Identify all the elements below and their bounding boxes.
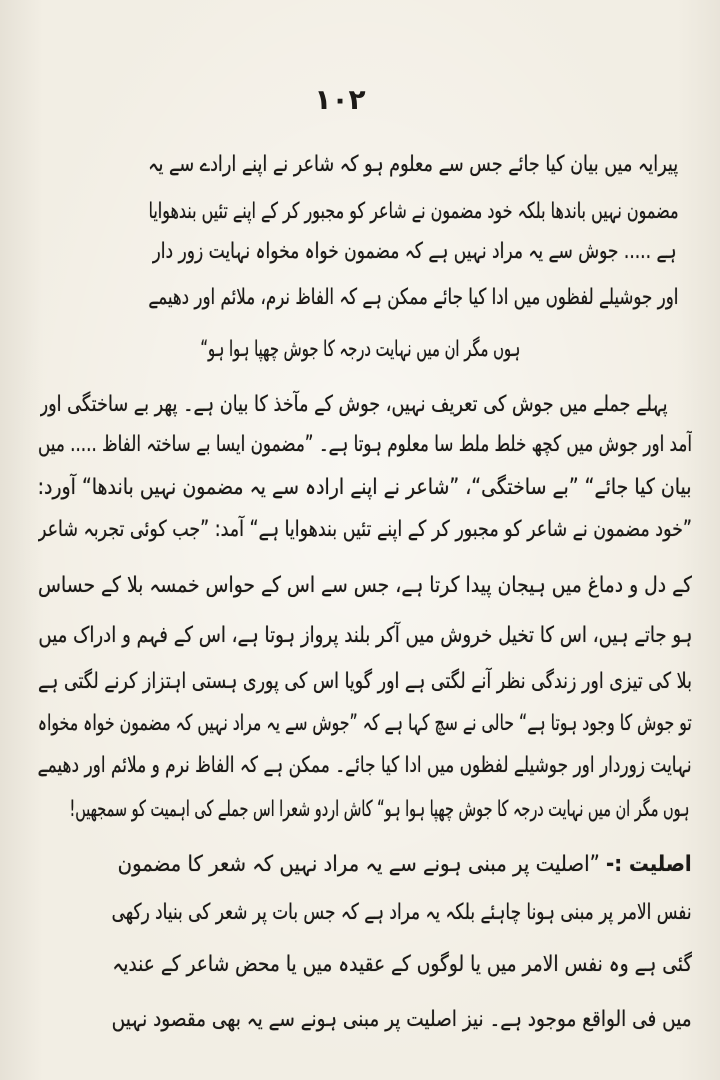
quote-line xyxy=(148,276,678,320)
text-line-content: پہلے جملے میں جوش کی تعریف نہیں، جوش کے مآخذ کا بیان ہے۔ پھر بے ساختگی اور xyxy=(40,392,668,417)
text-line xyxy=(38,466,692,510)
text-line xyxy=(38,614,692,658)
section-heading: اصلیت :- xyxy=(606,852,692,877)
text-line xyxy=(38,564,692,608)
page-number: ۱۰۲ xyxy=(314,83,366,116)
section-first-line xyxy=(118,843,692,887)
quote-line-text: ہوں مگر ان میں نہایت درجہ کا جوش چھپا ہوا ہو“ xyxy=(200,337,520,362)
section-line-text: ”اصلیت پر مبنی ہونے سے یہ مراد نہیں کہ شعر کا مضمون xyxy=(118,852,601,877)
text-line xyxy=(70,788,690,832)
text-line-content: میں فی الواقع موجود ہے۔ نیز اصلیت پر مبنی ہونے سے یہ بھی مقصود نہیں xyxy=(112,1007,692,1032)
text-line xyxy=(38,508,692,552)
quote-line xyxy=(200,328,520,372)
quote-line-text: پیرایہ میں بیان کیا جائے جس سے معلوم ہو کہ شاعر نے اپنے ارادے سے یہ xyxy=(148,152,678,177)
text-line xyxy=(38,423,692,467)
text-line-content: بلا کی تیزی اور زندگی نظر آنے لگتی ہے اور گویا اس کی پوری ہستی اہتزاز کرنے لگتی ہے xyxy=(38,669,692,694)
section-first-line-content xyxy=(118,843,692,887)
quote-line-text: اور جوشیلے لفظوں میں ادا کیا جائے ممکن ہے کہ الفاظ نرم، ملائم اور دھیمے xyxy=(148,285,678,310)
text-line-content: ہو جاتے ہیں، اس کا تخیل خروش میں آکر بلند پرواز ہوتا ہے، اس کے فہم و ادراک میں xyxy=(38,623,692,648)
quote-line xyxy=(148,143,678,187)
text-line xyxy=(112,998,692,1042)
text-line xyxy=(40,383,668,427)
text-line-content: نفس الامر پر مبنی ہونا چاہئے بلکہ یہ مراد ہے کہ جس بات پر شعر کی بنیاد رکھی xyxy=(112,900,692,925)
text-line xyxy=(38,702,692,746)
quote-line xyxy=(152,230,676,274)
text-line-content: کے دل و دماغ میں ہیجان پیدا کرتا ہے، جس سے اس کے حواس خمسہ بلا کے حساس xyxy=(38,573,692,598)
text-line xyxy=(112,943,692,987)
text-line-content: تو جوش کا وجود ہوتا ہے“ حالی نے سچ کہا ہے کہ ”جوش سے یہ مراد نہیں کہ مضمون خواہ مخواہ xyxy=(38,711,692,736)
quote-line-text: مضمون نہیں باندھا بلکہ خود مضمون نے شاعر کو مجبور کر کے اپنے تئیں بندھوایا xyxy=(148,199,678,224)
text-line xyxy=(38,660,692,704)
text-line-content: آمد اور جوش میں کچھ خلط ملط سا معلوم ہوتا ہے۔ ”مضمون ایسا بے ساختہ الفاظ ..... میں xyxy=(38,432,692,457)
quote-line-text: ہے ..... جوش سے یہ مراد نہیں ہے کہ مضمون خواہ مخواہ نہایت زور دار xyxy=(152,239,676,264)
text-line-content: گئی ہے وہ نفس الامر میں یا لوگوں کے عقیدہ میں یا محض شاعر کے عندیہ xyxy=(112,952,692,977)
text-line xyxy=(38,744,692,788)
text-line-content: ”خود مضمون نے شاعر کو مجبور کر کے اپنے تئیں بندھوایا ہے“ آمد: ”جب کوئی تجربہ شاعر xyxy=(38,517,692,542)
text-line-content: نہایت زوردار اور جوشیلے لفظوں میں ادا کیا جائے۔ ممکن ہے کہ الفاظ نرم و ملائم اور دھیمے xyxy=(38,753,692,778)
text-line-content: بیان کیا جائے“ ”بے ساختگی“، ”شاعر نے اپنے ارادہ سے یہ مضمون نہیں باندھا“ آورد: xyxy=(38,475,692,500)
text-line-content: ہوں مگر ان میں نہایت درجہ کا جوش چھپا ہوا ہو“ کاش اردو شعرا اس جملے کی اہمیت کو سمجھیں! xyxy=(70,797,690,822)
text-line xyxy=(112,891,692,935)
quote-line xyxy=(148,190,678,234)
